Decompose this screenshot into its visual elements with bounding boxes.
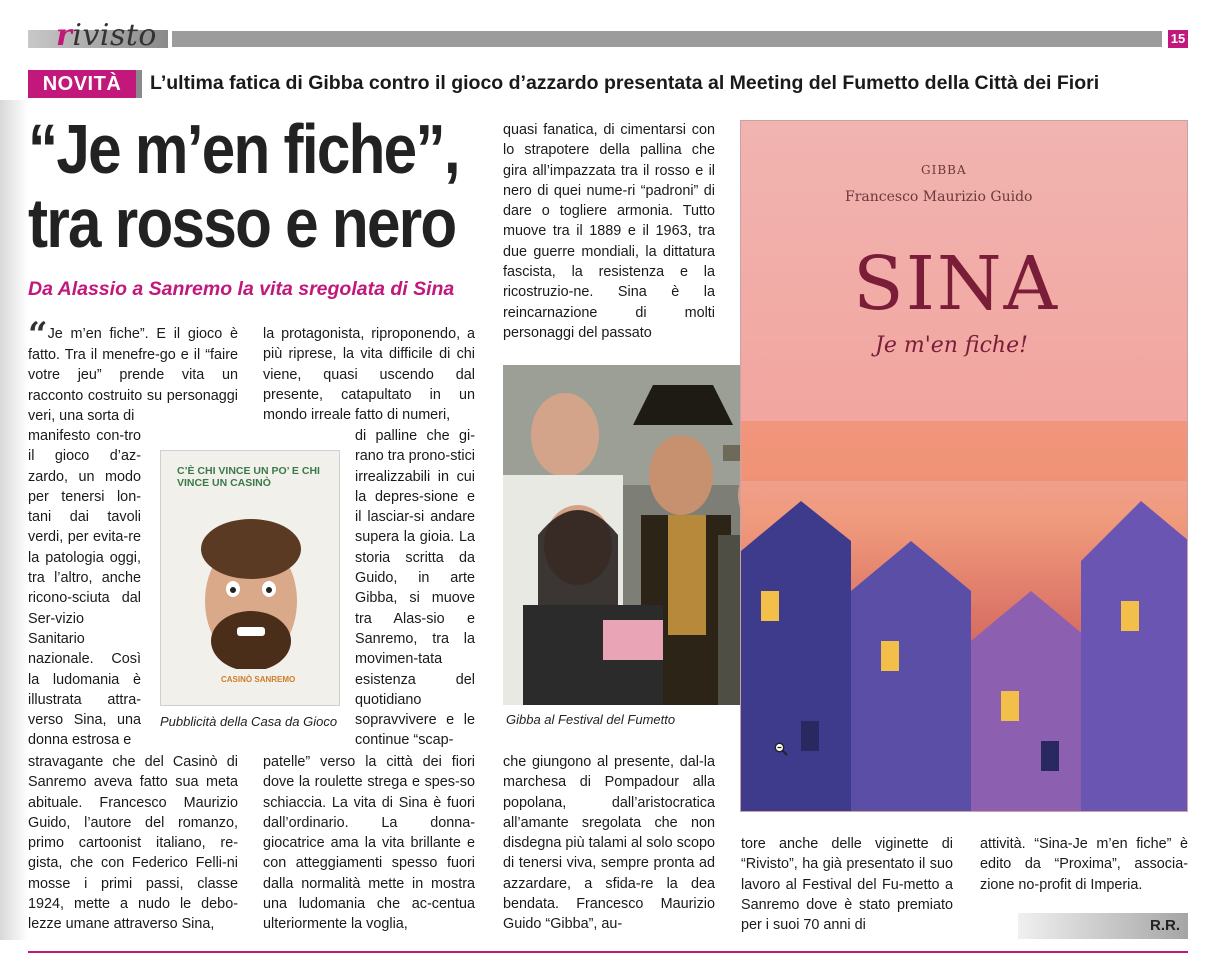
cover-author-full: Francesco Maurizio Guido — [845, 189, 1033, 205]
cover-author-short: GIBBA — [921, 163, 967, 177]
title-line-2: tra rosso e nero — [28, 184, 456, 262]
page-number: 15 — [1168, 30, 1188, 48]
signature-bar — [1018, 913, 1188, 939]
cover-illustration — [741, 121, 1188, 812]
kicker — [28, 70, 1188, 98]
body-col4: tore anche delle viginette di “Rivisto”, ha già presentato il suo lavoro al Festival del Fu-metto a Sanremo dove è stato premiato per i suoi 70 anni di — [741, 836, 953, 934]
body-col2-bottom: patelle” verso la città dei fiori dove la roulette strega e spes-so schiaccia. La vita di Sina è fuori dall’ordinario. La donna-giocatrice ama la vita brillante e con atteggiamenti spesso fuori dalla normalità mette in mostra una ludomania che ac-centua ulteriormente la voglia, — [263, 754, 475, 933]
body-col2-narrow: di palline che gi-rano tra prono-stici irrealizzabili in cui la depres-sione e il lasciar-si andare supera la gioia. La storia scritta da Guido, in arte Gibba, si muove tra Alas-sio e Sanremo, tra la movimen-tata esistenza del quotidiano sopravvivere e le continue “scap- — [355, 428, 475, 749]
photo-caption: Gibba al Festival del Fumetto — [506, 712, 676, 727]
drop-quote: “ — [28, 315, 48, 355]
title-line-1: “Je m’en fiche”, — [28, 110, 459, 188]
book-cover-image — [740, 120, 1188, 812]
page-header — [0, 0, 1207, 60]
header-bar — [172, 31, 1162, 47]
cover-title: SINA — [853, 241, 1060, 327]
body-col2-top: la protagonista, riproponendo, a più riprese, la vita difficile di chi viene, quasi uscendo dal presente, catapultato in un mondo irreale fatto di numeri, — [263, 326, 475, 424]
kicker-headline: L’ultima fatica di Gibba contro il gioco d’azzardo presentata al Meeting del Fumetto della Città dei Fiori — [150, 72, 1100, 94]
ad-caption: Pubblicità della Casa da Gioco — [160, 714, 338, 729]
body-col1-narrow: manifesto con-tro il gioco d’az-zardo, un modo per tenersi lon-tani dai tavoli verdi, per evita-re la patologia oggi, tra l’altro, anche ricono-sciuta dal Ser-vizio Sanitario nazionale. Così la ludomania è illustrata attra-verso Sina, una donna estrosa e — [28, 428, 141, 749]
magazine-logo: rivisto — [56, 18, 157, 53]
ad-brand: CASINÒ SANREMO — [221, 675, 296, 684]
article-subtitle: Da Alassio a Sanremo la vita sregolata di Sina — [28, 278, 455, 300]
section-tag: NOVITÀ — [28, 70, 136, 98]
ad-slogan: C’È CHI VINCE UN PO’ E CHI VINCE UN CASINÒ — [177, 465, 320, 489]
left-margin-shade — [0, 100, 28, 940]
body-col1-top: “Je m’en fiche”. E il gioco è fatto. Tra il menefre-go e il “faire votre jeu” prende vita un racconto costruito su personaggi veri, una sorta di — [28, 315, 238, 424]
article-title — [28, 110, 459, 262]
bottom-rule — [28, 951, 1188, 953]
cover-subtitle: Je m'en fiche! — [875, 333, 1028, 358]
ad-face-illustration — [161, 451, 340, 706]
body-col3-bottom: che giungono al presente, dal-la marchesa di Pompadour alla popolana, dall’aristocratica all’amante sregolata che non disdegna più talami al solo scopo di tenersi viva, sempre pronta ad azzardare, a sfida-re la dea bendata. Francesco Maurizio Guido “Gibba”, au- — [503, 754, 715, 933]
author-signature: R.R. — [1150, 917, 1180, 934]
body-col5: attività. “Sina-Je m’en fiche” è edito da “Proxima”, associa-zione no-profit di Imperia. — [980, 836, 1188, 893]
zoom-icon[interactable] — [774, 742, 788, 756]
body-col1-bottom: stravagante che del Casinò di Sanremo aveva fatto sua meta abituale. Francesco Maurizio Guido, l’autore del romanzo, primo cartoonist italiano, re-gista, che con Federico Felli-ni mosse i primi passi, classe 1924, mette a nudo le debo-lezze umane attraverso Sina, — [28, 754, 238, 933]
body-col3-top: quasi fanatica, di cimentarsi con lo strapotere della pallina che gira all’impazzata tra il rosso e il nero di quei nume-ri “padroni” di dare o togliere armonia. Tutto muove tra il 1889 e il 1963, tra due guerre mondiali, la dittatura fascista, la resistenza e la ricostruzio-ne. Sina è la reincarnazione di molti personaggi del passato — [503, 122, 715, 341]
casino-ad-image — [160, 450, 340, 706]
